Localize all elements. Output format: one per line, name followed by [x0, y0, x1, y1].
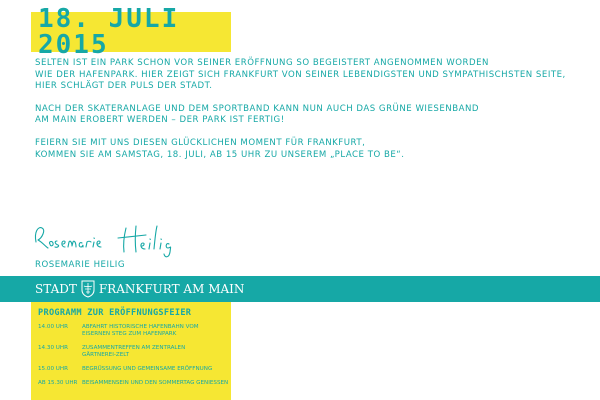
paragraph-1	[35, 58, 595, 93]
program-item	[38, 380, 229, 387]
city-logo-word-stadt: STADT	[35, 282, 77, 296]
invitation-text	[35, 58, 595, 172]
program-description	[82, 324, 225, 338]
description-line: GÄRTNEREI-ZELT	[82, 352, 129, 358]
signer-name: ROSEMARIE HEILIG	[35, 260, 125, 270]
event-date: 18. JULI 2015	[38, 4, 180, 60]
text-line: KOMMEN SIE AM SAMSTAG, 18. JULI, AB 15 UHR ZU UNSEREM „PLACE TO BE“.	[35, 149, 405, 160]
paragraph-2	[35, 104, 595, 127]
program-time: AB 15.30 UHR	[38, 380, 78, 386]
paragraph-3	[35, 138, 595, 161]
text-line: HIER SCHLÄGT DER PULS DER STADT.	[35, 81, 213, 92]
city-logo	[35, 280, 244, 298]
text-line: FEIERN SIE MIT UNS DIESEN GLÜCKLICHEN MOMENT FÜR FRANKFURT,	[35, 137, 366, 148]
program-item	[38, 324, 225, 338]
text-line: WIE DER HAFENPARK. HIER ZEIGT SICH FRANKFURT VON SEINER LEBENDIGSTEN UND SYMPATHISCHSTEN SEITE,	[35, 69, 566, 80]
program-time: 14.30 UHR	[38, 345, 68, 351]
text-line: SELTEN IST EIN PARK SCHON VOR SEINER ERÖFFNUNG SO BEGEISTERT ANGENOMMEN WORDEN	[35, 58, 489, 68]
program-box	[31, 302, 231, 400]
program-description	[82, 345, 225, 359]
description-line: EISERNEN STEG ZUM HAFENPARK	[82, 331, 177, 337]
description-line: ZUSAMMENTREFFEN AM ZENTRALEN	[82, 345, 186, 351]
date-banner	[31, 4, 231, 60]
city-logo-word-frankfurt: FRANKFURT AM MAIN	[98, 282, 245, 296]
text-line: AM MAIN EROBERT WERDEN – DER PARK IST FERTIG!	[35, 115, 285, 126]
description-line: BEGRÜSSUNG UND GEMEINSAME ERÖFFNUNG	[82, 366, 213, 372]
eagle-crest-icon	[81, 280, 95, 298]
program-description	[82, 380, 228, 387]
program-item	[38, 345, 225, 359]
description-line: ABFAHRT HISTORISCHE HAFENBAHN VOM	[82, 324, 199, 330]
program-time: 14.00 UHR	[38, 324, 68, 330]
text-line: NACH DER SKATERANLAGE UND DEM SPORTBAND KANN NUN AUCH DAS GRÜNE WIESENBAND	[35, 103, 480, 114]
program-time: 15.00 UHR	[38, 366, 68, 372]
handwritten-signature	[32, 218, 202, 262]
program-title: PROGRAMM ZUR ERÖFFNUNGSFEIER	[38, 308, 192, 318]
program-item	[38, 366, 225, 373]
program-description	[82, 366, 225, 373]
description-line: BEISAMMENSEIN UND DEN SOMMERTAG GENIESSEN	[82, 380, 229, 386]
city-bar	[0, 276, 600, 302]
